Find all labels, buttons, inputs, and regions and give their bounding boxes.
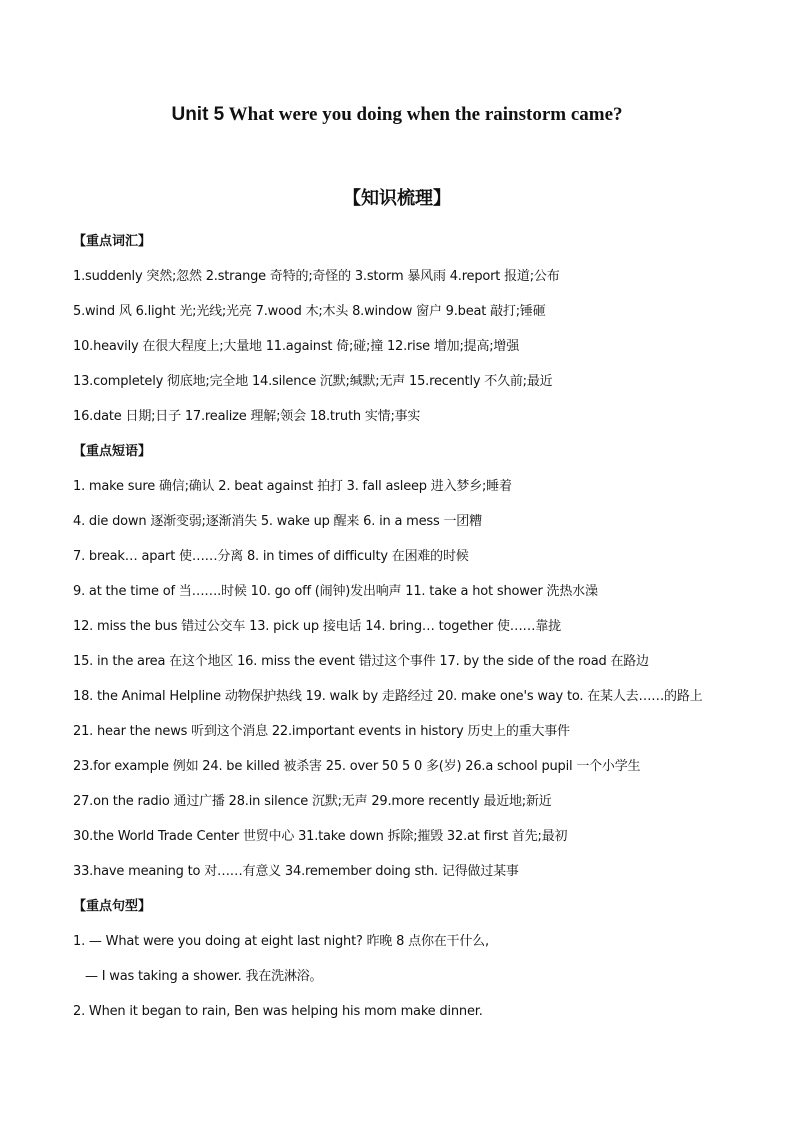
unit-label: Unit 5 bbox=[171, 104, 225, 125]
phrase-line: 18. the Animal Helpline 动物保护热线 19. walk by 走路经过 20. make one's way to. 在某人去……的路上 bbox=[73, 689, 703, 704]
sentence-line: 2. When it began to rain, Ben was helping his mom make dinner. bbox=[73, 1004, 483, 1019]
phrase-line: 12. miss the bus 错过公交车 13. pick up 接电话 14. bring… together 使……靠拢 bbox=[73, 619, 561, 634]
vocab-heading: 【重点词汇】 bbox=[73, 234, 152, 249]
page-title bbox=[0, 104, 794, 126]
phrase-line: 21. hear the news 听到这个消息 22.important events in history 历史上的重大事件 bbox=[73, 724, 570, 739]
phrase-line: 4. die down 逐渐变弱;逐渐消失 5. wake up 醒来 6. in a mess 一团糟 bbox=[73, 514, 482, 529]
phrase-line: 7. break… apart 使……分离 8. in times of difficulty 在困难的时候 bbox=[73, 549, 469, 564]
sentences-heading: 【重点句型】 bbox=[73, 899, 152, 914]
section-subtitle: 【知识梳理】 bbox=[343, 188, 451, 209]
phrase-line: 9. at the time of 当…….时候 10. go off (闹钟)发出响声 11. take a hot shower 洗热水澡 bbox=[73, 584, 598, 599]
title-text: What were you doing when the rainstorm came? bbox=[224, 104, 623, 125]
vocab-line: 5.wind 风 6.light 光;光线;光亮 7.wood 木;木头 8.window 窗户 9.beat 敲打;锤砸 bbox=[73, 304, 546, 319]
vocab-line: 16.date 日期;日子 17.realize 理解;领会 18.truth 实情;事实 bbox=[73, 409, 421, 424]
phrase-line: 1. make sure 确信;确认 2. beat against 拍打 3. fall asleep 进入梦乡;睡着 bbox=[73, 479, 512, 494]
sentence-line: 1. — What were you doing at eight last night? 昨晚 8 点你在干什么, bbox=[73, 934, 489, 949]
phrase-line: 30.the World Trade Center 世贸中心 31.take down 拆除;摧毁 32.at first 首先;最初 bbox=[73, 829, 568, 844]
phrases-heading: 【重点短语】 bbox=[73, 444, 152, 459]
vocab-line: 13.completely 彻底地;完全地 14.silence 沉默;缄默;无声 15.recently 不久前;最近 bbox=[73, 374, 553, 389]
sentence-line: — I was taking a shower. 我在洗淋浴。 bbox=[85, 969, 323, 984]
document-body bbox=[73, 231, 763, 1036]
phrase-line: 23.for example 例如 24. be killed 被杀害 25. over 50 5 0 多(岁) 26.a school pupil 一个小学生 bbox=[73, 759, 641, 774]
phrase-line: 33.have meaning to 对……有意义 34.remember doing sth. 记得做过某事 bbox=[73, 864, 519, 879]
phrase-line: 15. in the area 在这个地区 16. miss the event 错过这个事件 17. by the side of the road 在路边 bbox=[73, 654, 649, 669]
vocab-line: 10.heavily 在很大程度上;大量地 11.against 倚;碰;撞 12.rise 增加;提高;增强 bbox=[73, 339, 520, 354]
phrase-line: 27.on the radio 通过广播 28.in silence 沉默;无声 29.more recently 最近地;新近 bbox=[73, 794, 552, 809]
vocab-line: 1.suddenly 突然;忽然 2.strange 奇特的;奇怪的 3.storm 暴风雨 4.report 报道;公布 bbox=[73, 269, 560, 284]
